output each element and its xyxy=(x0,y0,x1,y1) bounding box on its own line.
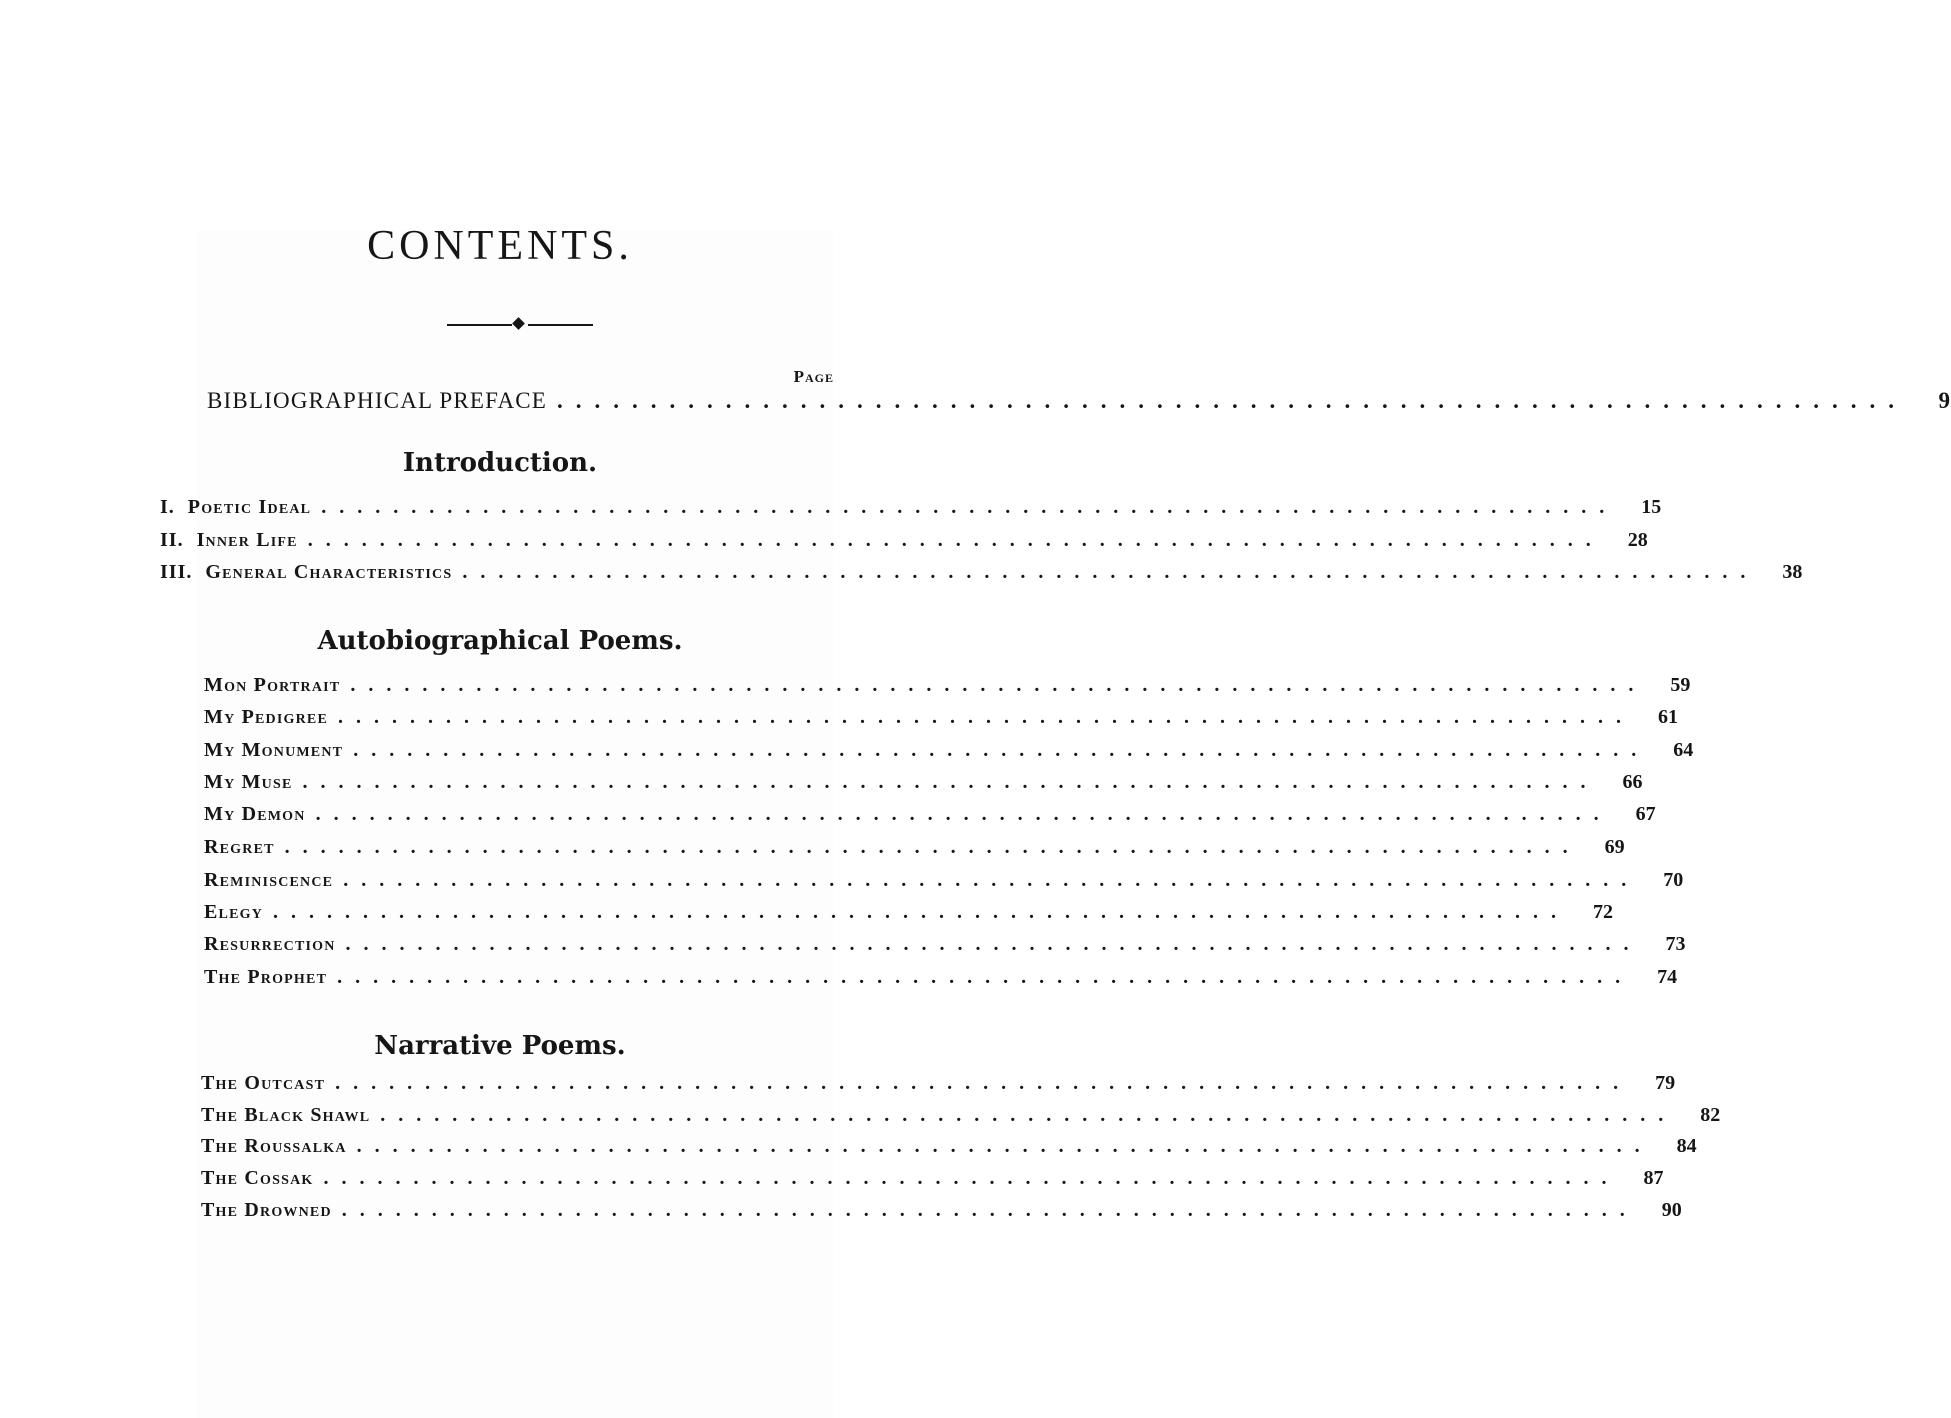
entry-page-number: 59 xyxy=(1670,674,1691,696)
entry-page-number: 79 xyxy=(1655,1072,1676,1094)
entry-title: Mon Portrait xyxy=(204,674,341,696)
entry-numeral: II. xyxy=(160,529,184,551)
ornament-line-right xyxy=(528,324,593,326)
entry-page-number: 64 xyxy=(1673,739,1694,761)
entry-page-number: 82 xyxy=(1700,1104,1721,1126)
entry-page-number: 87 xyxy=(1643,1167,1664,1189)
section-heading-introduction: Introduction. xyxy=(402,448,598,478)
entry-numeral: III. xyxy=(160,561,193,583)
toc-entry[interactable] xyxy=(204,966,1678,989)
entry-title: Poetic Ideal xyxy=(187,496,312,518)
dot-leader: ........................................................................ xyxy=(462,561,1759,583)
dot-leader: ........................................................................ xyxy=(337,966,1634,988)
entry-title: My Muse xyxy=(204,771,293,793)
entry-title: Elegy xyxy=(204,901,264,923)
entry-page-number: 84 xyxy=(1676,1135,1697,1157)
dot-leader: ........................................................................ xyxy=(307,529,1604,551)
dot-leader: ........................................................................ xyxy=(335,1072,1632,1094)
dot-leader: ........................................................................ xyxy=(557,388,1908,413)
entry-title: The Drowned xyxy=(201,1199,332,1221)
dot-leader: ........................................................................ xyxy=(356,1135,1653,1157)
entry-page-number: 70 xyxy=(1663,869,1684,891)
toc-entry[interactable] xyxy=(201,1135,1697,1158)
toc-entry[interactable] xyxy=(204,901,1614,924)
entry-title: The Roussalka xyxy=(201,1135,347,1157)
toc-entry[interactable] xyxy=(204,803,1656,826)
contents-title: CONTENTS. xyxy=(367,223,633,269)
toc-entry[interactable] xyxy=(201,1072,1676,1095)
entry-page-number: 38 xyxy=(1782,561,1803,583)
dot-leader: ........................................................................ xyxy=(337,706,1634,728)
dot-leader: ........................................................................ xyxy=(380,1104,1677,1126)
entry-title: The Outcast xyxy=(201,1072,326,1094)
entry-title: Resurrection xyxy=(204,933,336,955)
entry-title: The Prophet xyxy=(204,966,328,988)
dot-leader: ........................................................................ xyxy=(343,869,1640,891)
ornament-divider xyxy=(447,318,593,332)
toc-entry[interactable] xyxy=(160,529,1648,552)
entry-title: The Black Shawl xyxy=(201,1104,371,1126)
toc-entry[interactable] xyxy=(204,674,1691,697)
toc-entry[interactable] xyxy=(204,706,1678,729)
page-column-label: Page xyxy=(793,367,834,386)
dot-leader: ........................................................................ xyxy=(345,933,1642,955)
preface-page-number: 9 xyxy=(1938,388,1951,413)
ornament-diamond xyxy=(512,317,525,330)
dot-leader: ........................................................................ xyxy=(315,803,1612,825)
dot-leader: ........................................................................ xyxy=(350,674,1647,696)
dot-leader: ........................................................................ xyxy=(341,1199,1638,1221)
entry-page-number: 28 xyxy=(1627,529,1648,551)
entry-title: My Monument xyxy=(204,739,344,761)
toc-entry[interactable] xyxy=(204,869,1684,892)
entry-page-number: 67 xyxy=(1635,803,1656,825)
section-heading-narrative: Narrative Poems. xyxy=(374,1031,626,1061)
entry-title: Regret xyxy=(204,836,275,858)
section-heading-autobiographical: Autobiographical Poems. xyxy=(317,626,683,656)
entry-page-number: 90 xyxy=(1661,1199,1682,1221)
toc-entry[interactable] xyxy=(160,496,1662,519)
entry-title: The Cossak xyxy=(201,1167,314,1189)
toc-entry[interactable] xyxy=(204,836,1625,859)
entry-title: General Characteristics xyxy=(205,561,453,583)
toc-entry[interactable] xyxy=(204,739,1694,762)
toc-entry[interactable] xyxy=(160,561,1803,584)
entry-page-number: 69 xyxy=(1604,836,1625,858)
entry-title: My Demon xyxy=(204,803,306,825)
preface-entry[interactable] xyxy=(207,388,1951,414)
entry-title: My Pedigree xyxy=(204,706,328,728)
entry-page-number: 73 xyxy=(1665,933,1686,955)
entry-title: Reminiscence xyxy=(204,869,334,891)
entry-page-number: 61 xyxy=(1657,706,1678,728)
dot-leader: ........................................................................ xyxy=(302,771,1599,793)
dot-leader: ........................................................................ xyxy=(284,836,1581,858)
toc-entry[interactable] xyxy=(204,771,1643,794)
dot-leader: ........................................................................ xyxy=(273,901,1570,923)
toc-entry[interactable] xyxy=(201,1104,1721,1127)
ornament-line-left xyxy=(447,324,512,326)
toc-entry[interactable] xyxy=(204,933,1686,956)
entry-page-number: 15 xyxy=(1641,496,1662,518)
entry-page-number: 72 xyxy=(1593,901,1614,923)
toc-entry[interactable] xyxy=(201,1167,1664,1190)
dot-leader: ........................................................................ xyxy=(321,496,1618,518)
dot-leader: ........................................................................ xyxy=(323,1167,1620,1189)
entry-page-number: 66 xyxy=(1622,771,1643,793)
preface-label: BIBLIOGRAPHICAL PREFACE xyxy=(207,388,548,413)
dot-leader: ........................................................................ xyxy=(353,739,1650,761)
entry-page-number: 74 xyxy=(1657,966,1678,988)
toc-entry[interactable] xyxy=(201,1199,1682,1222)
entry-numeral: I. xyxy=(160,496,175,518)
entry-title: Inner Life xyxy=(196,529,298,551)
